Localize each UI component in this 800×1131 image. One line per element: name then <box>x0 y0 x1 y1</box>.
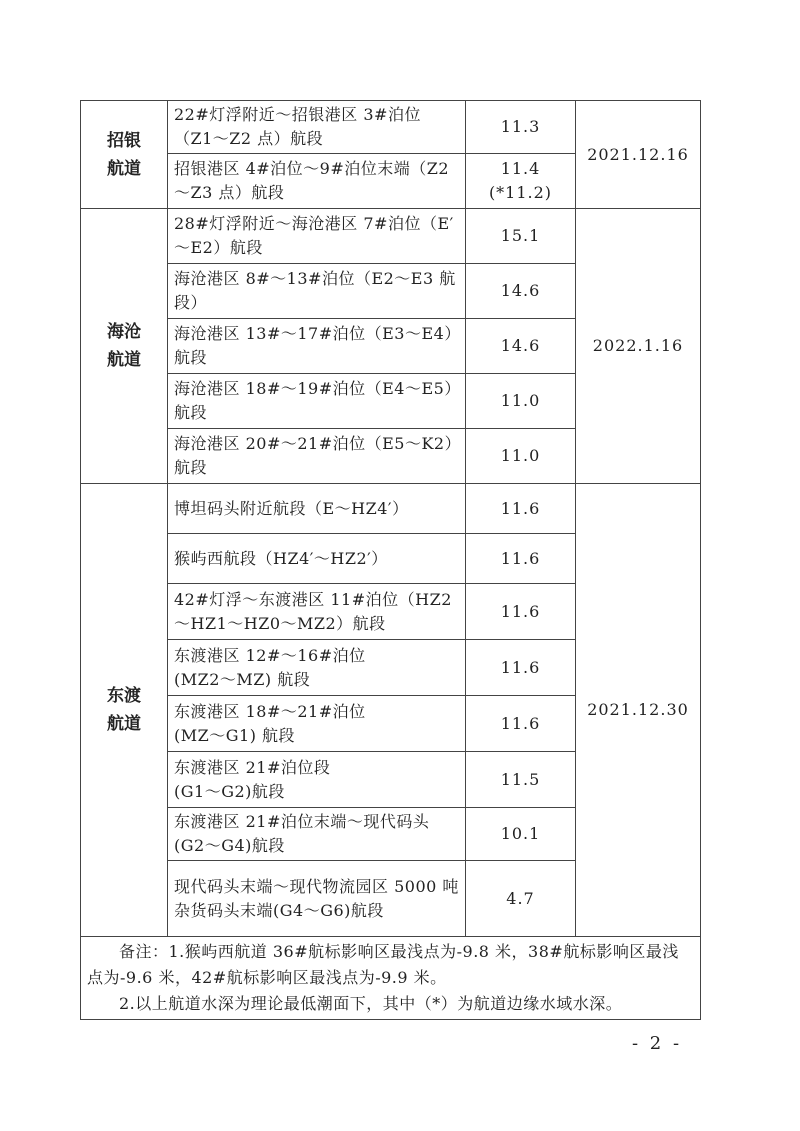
depth-cell: 11.6 <box>466 584 576 640</box>
depth-cell: 11.0 <box>466 374 576 429</box>
segment-cell: 博坦码头附近航段（E～HZ4′） <box>168 484 466 534</box>
channel-depth-table <box>80 100 701 1020</box>
depth-cell: 10.1 <box>466 808 576 861</box>
segment-cell: 猴屿西航段（HZ4′～HZ2′） <box>168 534 466 584</box>
channel-name-cell: 招银 航道 <box>81 101 168 209</box>
segment-cell: 22#灯浮附近～招银港区 3#泊位（Z1～Z2 点）航段 <box>168 101 466 154</box>
note-line-2: 2.以上航道水深为理论最低潮面下，其中（*）为航道边缘水域水深。 <box>119 994 623 1013</box>
depth-cell: 11.6 <box>466 484 576 534</box>
segment-cell: 现代码头末端～现代物流园区 5000 吨杂货码头末端(G4～G6)航段 <box>168 861 466 937</box>
segment-cell: 海沧港区 20#～21#泊位（E5～K2）航段 <box>168 429 466 484</box>
depth-cell: 11.0 <box>466 429 576 484</box>
segment-cell: 东渡港区 12#～16#泊位 (MZ2～MZ) 航段 <box>168 640 466 696</box>
segment-cell: 招银港区 4#泊位～9#泊位末端（Z2～Z3 点）航段 <box>168 154 466 209</box>
segment-cell: 海沧港区 13#～17#泊位（E3～E4）航段 <box>168 319 466 374</box>
table-row <box>81 101 701 154</box>
depth-cell: 11.6 <box>466 640 576 696</box>
depth-cell: 11.6 <box>466 696 576 752</box>
table-row <box>81 484 701 534</box>
channel-name-cell: 东渡 航道 <box>81 484 168 937</box>
depth-cell: 11.3 <box>466 101 576 154</box>
page-number: - 2 - <box>632 1033 683 1054</box>
depth-cell: 14.6 <box>466 264 576 319</box>
survey-date-cell: 2022.1.16 <box>576 209 701 484</box>
depth-cell: 11.6 <box>466 534 576 584</box>
segment-cell: 东渡港区 21#泊位段 (G1～G2)航段 <box>168 752 466 808</box>
segment-cell: 海沧港区 18#～19#泊位（E4～E5）航段 <box>168 374 466 429</box>
table-body <box>81 101 701 937</box>
depth-cell: 4.7 <box>466 861 576 937</box>
depth-cell: 11.4 (*11.2) <box>466 154 576 209</box>
depth-cell: 14.6 <box>466 319 576 374</box>
segment-cell: 东渡港区 21#泊位末端～现代码头(G2～G4)航段 <box>168 808 466 861</box>
notes-cell <box>81 937 701 1020</box>
segment-cell: 海沧港区 8#～13#泊位（E2～E3 航段） <box>168 264 466 319</box>
notes-row <box>81 937 701 1020</box>
segment-cell: 东渡港区 18#～21#泊位 (MZ～G1) 航段 <box>168 696 466 752</box>
depth-cell: 11.5 <box>466 752 576 808</box>
note-line-1: 备注：1.猴屿西航道 36#航标影响区最浅点为-9.8 米，38#航标影响区最浅点为-9.6 米，42#航标影响区最浅点为-9.9 米。 <box>87 942 679 987</box>
segment-cell: 28#灯浮附近～海沧港区 7#泊位（E′～E2）航段 <box>168 209 466 264</box>
survey-date-cell: 2021.12.16 <box>576 101 701 209</box>
depth-cell: 15.1 <box>466 209 576 264</box>
segment-cell: 42#灯浮～东渡港区 11#泊位（HZ2～HZ1～HZ0～MZ2）航段 <box>168 584 466 640</box>
table-row <box>81 209 701 264</box>
channel-name-cell: 海沧 航道 <box>81 209 168 484</box>
survey-date-cell: 2021.12.30 <box>576 484 701 937</box>
